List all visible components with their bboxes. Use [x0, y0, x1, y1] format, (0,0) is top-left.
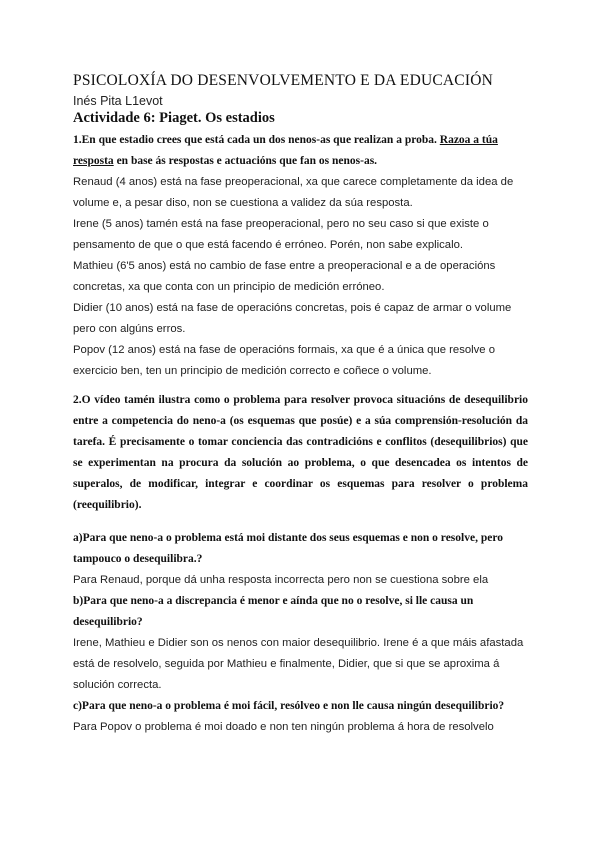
subquestions-block: [73, 528, 528, 738]
question-c: c)Para que neno-a o problema é moi fácil, resólveo e non lle causa ningún desequilibrio?: [73, 700, 505, 712]
answer-a: Para Renaud, porque dá unha resposta incorrecta pero non se cuestiona sobre ela: [73, 574, 489, 586]
document-title: PSICOLOXÍA DO DESENVOLVEMENTO E DA EDUCACIÓN: [73, 72, 493, 89]
question-1-text: 1.En que estadio crees que está cada un dos nenos-as que realizan a proba.: [73, 134, 440, 146]
answer-c: Para Popov o problema é moi doado e non ten ningún problema á hora de resolvelo: [73, 721, 494, 733]
question-1-underline-1: Razoa a túa: [439, 134, 498, 146]
activity-heading: Actividade 6: Piaget. Os estadios: [73, 110, 275, 126]
question-1: [73, 130, 528, 172]
answer-b: Irene, Mathieu e Didier son os nenos con maior desequilibrio. Irene é a que máis afastada está de resolvelo, seguida por Mathieu e finalmente, Didier, que si que se aproxima á solución correcta.: [73, 637, 524, 691]
question-1-block: [73, 130, 528, 382]
answer-didier: Didier (10 anos) está na fase de operacións concretas, pois é capaz de armar o volume pero con algúns erros.: [73, 302, 512, 335]
author-name: Inés Pita L1evot: [73, 94, 163, 108]
answer-mathieu: Mathieu (6'5 anos) está no cambio de fase entre a preoperacional e a de operacións concretas, xa que conta con un principio de medición erróneo.: [73, 260, 496, 293]
answer-renaud: Renaud (4 anos) está na fase preoperacional, xa que carece completamente da idea de volume e, a pesar diso, non se cuestiona a validez da súa resposta.: [73, 176, 514, 209]
answer-irene: Irene (5 anos) tamén está na fase preoperacional, pero no seu caso si que existe o pensamento de que o que está facendo é erróneo. Porén, non sabe explicalo.: [73, 218, 489, 251]
question-2: 2.O vídeo tamén ilustra como o problema para resolver provoca situacións de desequilibrio entre a competencia do neno-a (os esquemas que posúe) e a súa comprensión-resolución da tarefa. É precisamente o tomar conciencia das contradicións e conflitos (desequilibrios) que se experimentan na procura da solución ao problema, o que desencadea os intentos de superalos, de modificar, integrar e coordinar os esquemas para resolver o problema (reequilibrio).: [73, 394, 528, 511]
question-2-block: [73, 390, 528, 516]
question-b: b)Para que neno-a a discrepancia é menor e aínda que no o resolve, si lle causa un desequilibrio?: [73, 595, 474, 628]
question-1-text-end: en base ás respostas e actuacións que fan os nenos-as.: [113, 155, 378, 167]
question-1-underline-2: resposta: [73, 155, 114, 167]
answer-popov: Popov (12 anos) está na fase de operacións formais, xa que é a única que resolve o exercicio ben, ten un principio de medición correcto e coñece o volume.: [73, 344, 496, 377]
question-a: a)Para que neno-a o problema está moi distante dos seus esquemas e non o resolve, pero tampouco o desequilibra.?: [73, 532, 503, 565]
